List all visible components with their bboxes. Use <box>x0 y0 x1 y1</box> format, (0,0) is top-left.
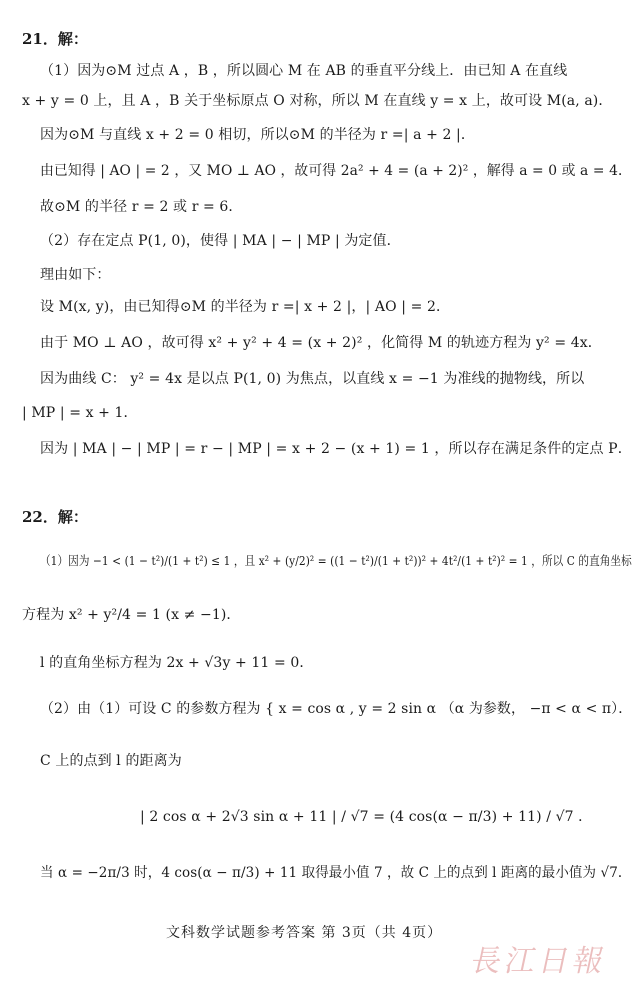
changjiang-daily-watermark-logo: 長江日報 <box>467 944 611 979</box>
q22-solve-label: 解： <box>57 508 88 526</box>
q21-line-12: 因为 | MA | − | MP | = r − | MP | = x + 2 − (x + 1) = 1 ，所以存在满足条件的定点 P． <box>40 441 632 457</box>
q21-line-3: 因为⊙M 与直线 x + 2 = 0 相切，所以⊙M 的半径为 r =| a + 2 |． <box>40 127 475 143</box>
q21-number <box>22 28 88 49</box>
q21-line-11: | MP | = x + 1． <box>22 405 138 421</box>
q21-number-text: 21． <box>22 30 58 48</box>
q22-line-7: 当 α = −2π/3 时，4 cos(α − π/3) + 11 取得最小值 7 ，故 C 上的点到 l 距离的最小值为 √7． <box>40 865 632 881</box>
q22-line-2: 方程为 x² + y²/4 = 1 (x ≠ −1)． <box>22 607 241 623</box>
q21-line-8: 设 M(x, y)，由已知得⊙M 的半径为 r =| x + 2 |，| AO | = 2． <box>40 299 451 315</box>
q22-number-text: 22． <box>22 508 58 526</box>
q22-line-5: C 上的点到 l 的距离为 <box>40 753 182 769</box>
q21-line-9: 由于 MO ⊥ AO ，故可得 x² + y² + 4 = (x + 2)² ，化简得 M 的轨迹方程为 y² = 4x． <box>40 335 602 351</box>
q21-line-10: 因为曲线 C： y² = 4x 是以点 P(1, 0) 为焦点，以直线 x = −1 为准线的抛物线，所以 <box>40 371 585 387</box>
q22-line-3: l 的直角坐标方程为 2x + √3y + 11 = 0． <box>40 655 314 671</box>
q22-distance-formula: | 2 cos α + 2√3 sin α + 11 | / √7 = (4 cos(α − π/3) + 11) / √7 ． <box>140 809 593 825</box>
q21-line-7: 理由如下： <box>40 267 111 283</box>
q21-line-6: （2）存在定点 P(1, 0)，使得 | MA | − | MP | 为定值． <box>40 233 401 249</box>
q21-line-5: 故⊙M 的半径 r = 2 或 r = 6． <box>40 199 243 215</box>
q21-solve-label: 解： <box>57 30 88 48</box>
q21-line-1: （1）因为⊙M 过点 A ，B ，所以圆心 M 在 AB 的垂直平分线上．由已知 A 在直线 <box>40 63 568 79</box>
q22-number <box>22 506 88 527</box>
q22-line-1: （1）因为 −1 < (1 − t²)/(1 + t²) ≤ 1 ，且 x² + (y/2)² = ((1 − t²)/(1 + t²))² + 4t²/(1 + t²)² = 1 ，所以 C 的直角坐标 <box>40 553 632 568</box>
page-footer: 文科数学试题参考答案 第 3页（共 4页） <box>166 925 443 941</box>
q22-line-4: （2）由（1）可设 C 的参数方程为 { x = cos α , y = 2 sin α （α 为参数， −π < α < π）． <box>40 701 633 717</box>
q21-line-2: x + y = 0 上，且 A ，B 关于坐标原点 O 对称，所以 M 在直线 y = x 上，故可设 M(a, a)． <box>22 93 613 109</box>
q21-line-4: 由已知得 | AO | = 2 ，又 MO ⊥ AO ，故可得 2a² + 4 = (a + 2)² ，解得 a = 0 或 a = 4． <box>40 163 632 179</box>
